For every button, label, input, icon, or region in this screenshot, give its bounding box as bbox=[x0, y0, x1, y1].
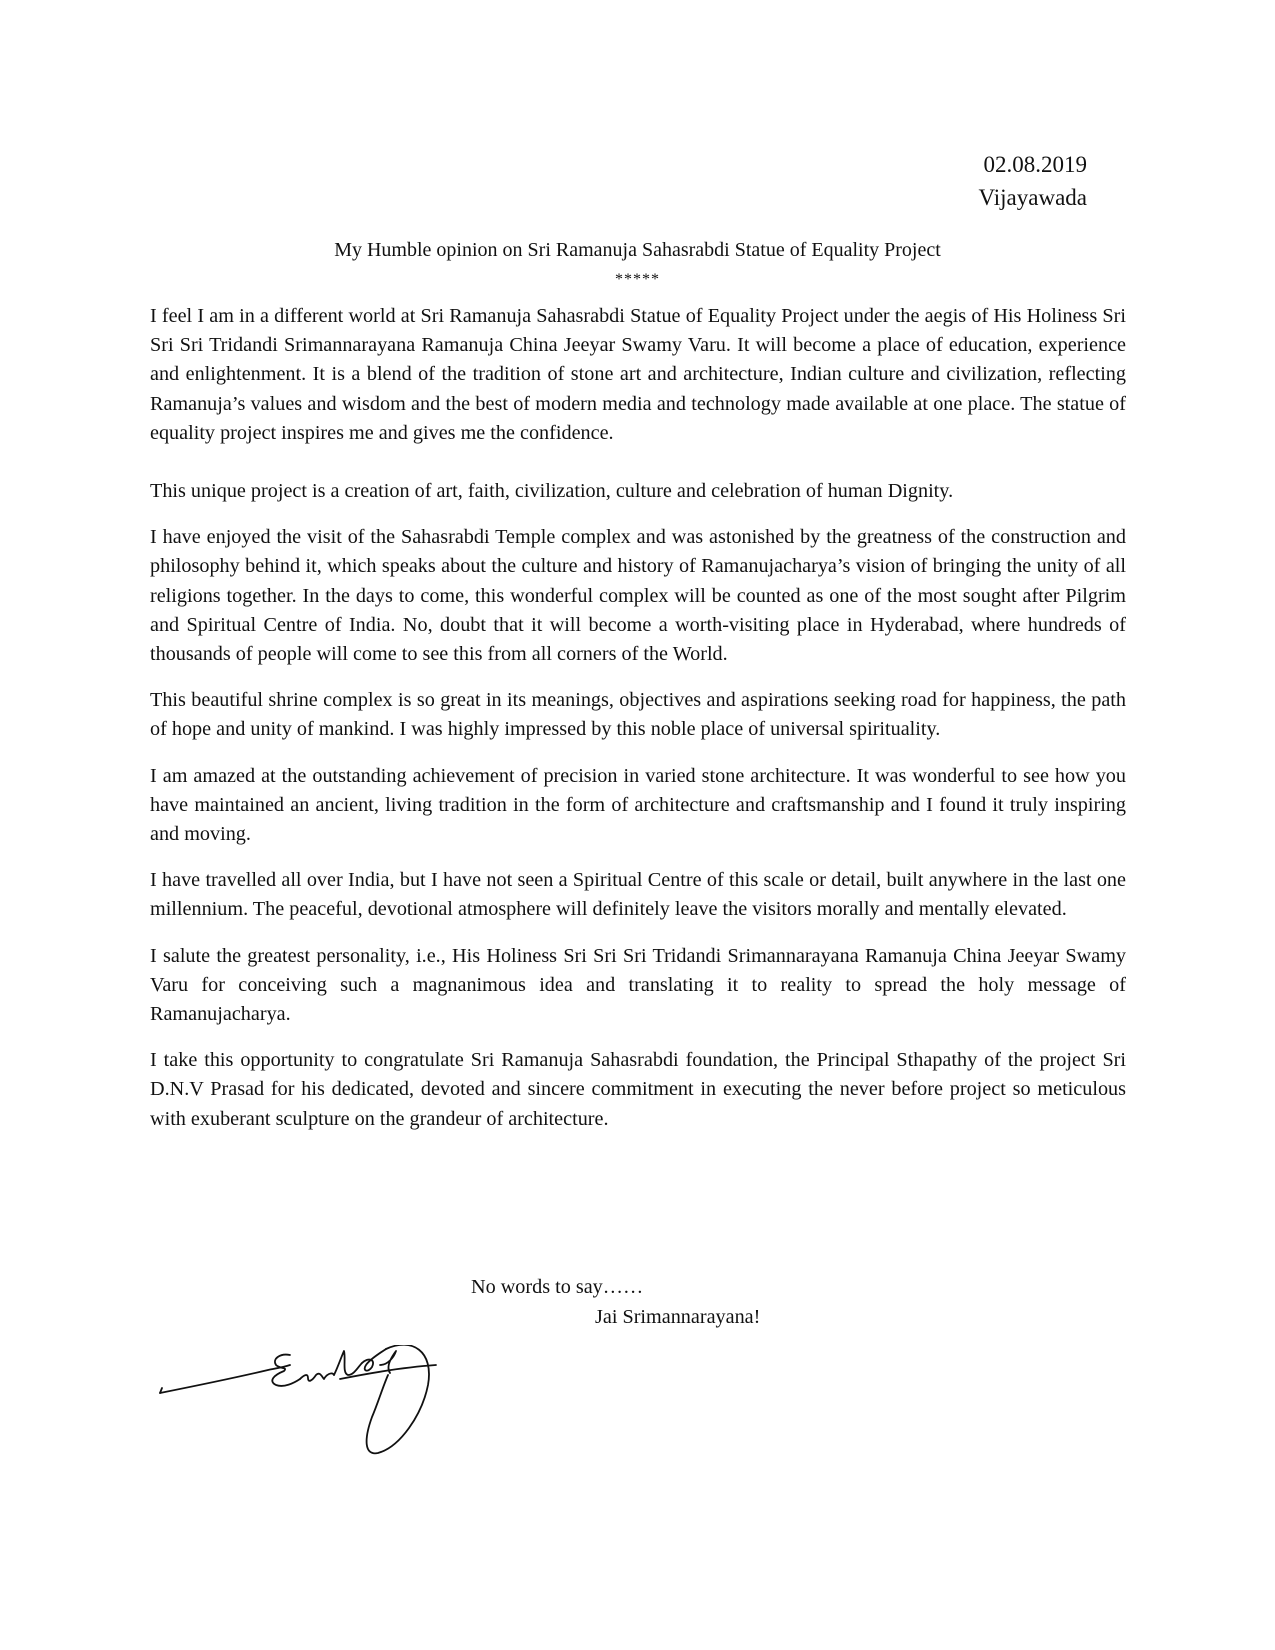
paragraph-6: I have travelled all over India, but I have not seen a Spiritual Centre of this scale or detail, built anywhere in the last one millennium. The peaceful, devotional atmosphere will definitely leave the visitors morally and mentally elevated. bbox=[150, 869, 1126, 921]
paragraph-7: I salute the greatest personality, i.e., His Holiness Sri Sri Sri Tridandi Srimannarayana Ramanuja China Jeeyar Swamy Varu for conceiving such a magnanimous idea and translating it to reality to spread the holy message of Ramanujacharya. bbox=[150, 944, 1126, 1026]
letter-place: Vijayawada bbox=[978, 185, 1087, 210]
paragraph-2: This unique project is a creation of art, faith, civilization, culture and celebration of human Dignity. bbox=[150, 480, 954, 503]
letter-body bbox=[150, 302, 1126, 1151]
handwritten-signature bbox=[150, 1345, 470, 1475]
separator-stars: ***** bbox=[615, 271, 660, 288]
date-place-block bbox=[979, 148, 1087, 214]
paragraph-5: I am amazed at the outstanding achievement of precision in varied stone architecture. It was wonderful to see how you have maintained an ancient, living tradition in the form of architecture and craftsmanship and I found it truly inspiring and moving. bbox=[150, 764, 1126, 846]
letter-date: 02.08.2019 bbox=[983, 152, 1087, 177]
paragraph-4: This beautiful shrine complex is so great in its meanings, objectives and aspirations seeking road for happiness, the path of hope and unity of mankind. I was highly impressed by this noble place of universal spirituality. bbox=[150, 689, 1126, 741]
closing-line-1: No words to say…… bbox=[471, 1276, 644, 1298]
paragraph-8: I take this opportunity to congratulate Sri Ramanuja Sahasrabdi foundation, the Principal Sthapathy of the project Sri D.N.V Prasad for his dedicated, devoted and sincere commitment in executing the never before project so meticulous with exuberant sculpture on the grandeur of architecture. bbox=[150, 1049, 1126, 1130]
paragraph-3: I have enjoyed the visit of the Sahasrabdi Temple complex and was astonished by the greatness of the construction and philosophy behind it, which speaks about the culture and history of Ramanujacharya’s vision of bringing the unity of all religions together. In the days to come, this wonderful complex will be counted as one of the most sought after Pilgrim and Spiritual Centre of India. No, doubt that it will become a worth-visiting place in Hyderabad, where hundreds of thousands of people will come to see this from all corners of the World. bbox=[150, 526, 1126, 666]
paragraph-1: I feel I am in a different world at Sri Ramanuja Sahasrabdi Statue of Equality Project under the aegis of His Holiness Sri Sri Sri Tridandi Srimannarayana Ramanuja China Jeeyar Swamy Varu. It will become a place of education, experience and enlightenment. It is a blend of the tradition of stone art and architecture, Indian culture and civilization, reflecting Ramanuja’s values and wisdom and the best of modern media and technology made available at one place. The statue of equality project inspires me and gives me the confidence. bbox=[150, 305, 1126, 444]
letter-subject: My Humble opinion on Sri Ramanuja Sahasrabdi Statue of Equality Project bbox=[334, 239, 941, 261]
closing-line-2: Jai Srimannarayana! bbox=[595, 1306, 761, 1328]
